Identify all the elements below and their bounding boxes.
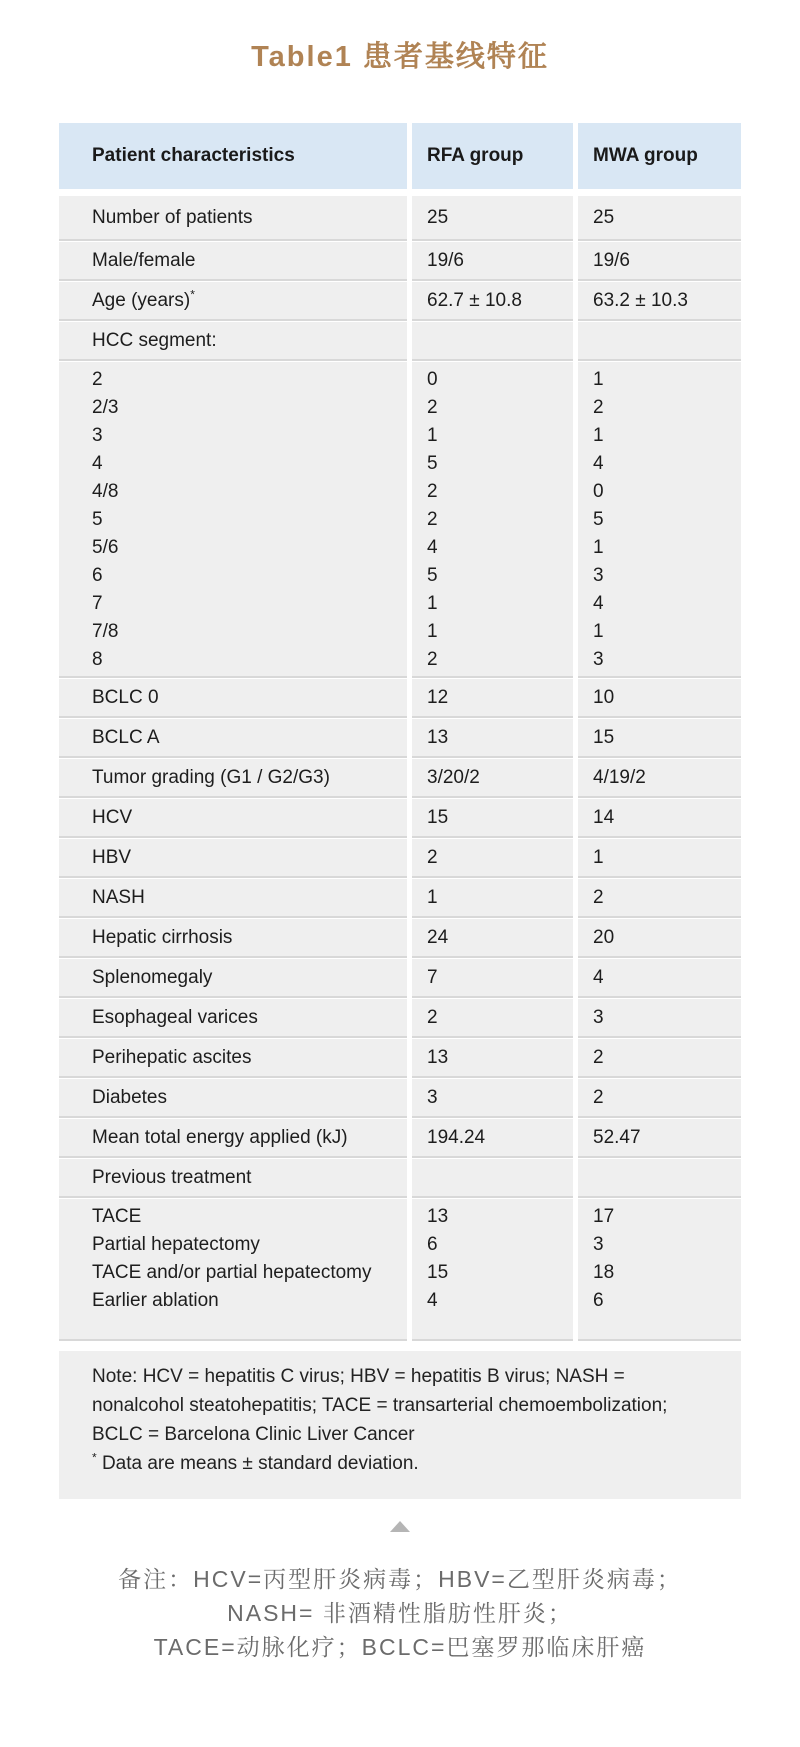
row-label-text: Diabetes: [92, 1086, 167, 1108]
row-label-text: NASH: [92, 886, 145, 908]
mwa-value: [578, 1199, 741, 1341]
table-row: [59, 282, 741, 321]
mwa-value-line: 5: [593, 509, 604, 530]
rfa-value-text: 19/6: [427, 249, 464, 271]
table-row: [59, 839, 741, 878]
rfa-value: [412, 362, 573, 678]
rfa-value-text: 7: [427, 966, 438, 988]
mwa-value-line: 6: [593, 1290, 604, 1311]
rfa-value: [412, 196, 573, 241]
rfa-value: [412, 799, 573, 838]
mwa-value-text: 1: [593, 846, 604, 868]
mwa-value-text: 3: [593, 1006, 604, 1028]
row-label-text: Tumor grading (G1 / G2/G3): [92, 766, 330, 788]
row-label: [59, 1159, 407, 1198]
row-label-line: TACE and/or partial hepatectomy: [92, 1262, 372, 1283]
rfa-value-text: 12: [427, 686, 449, 708]
rfa-value-text: 62.7 ± 10.8: [427, 289, 522, 311]
mwa-value-text: 15: [593, 726, 615, 748]
rfa-value-text: 25: [427, 206, 449, 228]
row-label: [59, 879, 407, 918]
rfa-value-line: 2: [427, 481, 438, 502]
mwa-value-line: 1: [593, 369, 604, 390]
rfa-value-line: 4: [427, 537, 438, 558]
row-label: [59, 959, 407, 998]
rfa-value: [412, 959, 573, 998]
row-label-line: 7: [92, 593, 103, 614]
table-row: [59, 1199, 741, 1341]
row-label-text: HBV: [92, 846, 132, 868]
rfa-value-text: 13: [427, 1046, 449, 1068]
rfa-value: [412, 282, 573, 321]
mwa-value-text: 4/19/2: [593, 766, 646, 788]
row-label: [59, 919, 407, 958]
rfa-value: [412, 1199, 573, 1341]
mwa-value: [578, 919, 741, 958]
row-label: [59, 1199, 407, 1341]
row-label-line: 2: [92, 369, 103, 390]
mwa-value-text: 20: [593, 926, 615, 948]
header-mwa-group: MWA group: [578, 123, 741, 189]
mwa-value-text: 2: [593, 1046, 604, 1068]
mwa-value: [578, 759, 741, 798]
row-label-line: 6: [92, 565, 103, 586]
mwa-value-line: 2: [593, 397, 604, 418]
row-label-text: Perihepatic ascites: [92, 1046, 252, 1068]
row-label-text: Previous treatment: [92, 1166, 252, 1188]
note-line-2: * Data are means ± standard deviation.: [92, 1450, 419, 1474]
rfa-value-text: 3/20/2: [427, 766, 480, 788]
table-row: [59, 959, 741, 998]
mwa-value: [578, 322, 741, 361]
baseline-characteristics-table: [59, 123, 741, 1499]
collapse-triangle-icon[interactable]: [390, 1521, 410, 1532]
row-label-text: HCV: [92, 806, 133, 828]
row-label-line: 5/6: [92, 537, 119, 558]
rfa-value-line: 2: [427, 649, 438, 670]
rfa-value: [412, 839, 573, 878]
mwa-value: [578, 959, 741, 998]
mwa-value-line: 0: [593, 481, 604, 502]
table-row: [59, 879, 741, 918]
row-label: [59, 999, 407, 1038]
table-body: [59, 196, 741, 1341]
rfa-value-line: 1: [427, 621, 438, 642]
row-label-line: Earlier ablation: [92, 1290, 219, 1311]
mwa-value-line: 17: [593, 1206, 615, 1227]
table-row: [59, 1039, 741, 1078]
rfa-value: [412, 999, 573, 1038]
row-label-line: 5: [92, 509, 103, 530]
rfa-value: [412, 719, 573, 758]
rfa-value: [412, 1159, 573, 1198]
rfa-value-line: 15: [427, 1262, 449, 1283]
mwa-value: [578, 196, 741, 241]
row-label: [59, 679, 407, 718]
row-label: [59, 196, 407, 241]
row-label: [59, 1079, 407, 1118]
mwa-value: [578, 719, 741, 758]
row-label-line: 7/8: [92, 621, 119, 642]
row-label-line: 4/8: [92, 481, 119, 502]
row-label: [59, 242, 407, 281]
rfa-value-line: 6: [427, 1234, 438, 1255]
table-row: [59, 362, 741, 678]
footer-line-3: TACE=动脉化疗；BCLC=巴塞罗那临床肝癌: [153, 1634, 647, 1660]
rfa-value: [412, 679, 573, 718]
table-row: [59, 679, 741, 718]
mwa-value-text: 4: [593, 966, 604, 988]
mwa-value-line: 3: [593, 565, 604, 586]
table-row: [59, 1079, 741, 1118]
rfa-value-text: 24: [427, 926, 449, 948]
mwa-value: [578, 879, 741, 918]
mwa-value-text: 52.47: [593, 1126, 641, 1148]
rfa-value: [412, 1039, 573, 1078]
row-label-text: Hepatic cirrhosis: [92, 926, 233, 948]
mwa-value: [578, 242, 741, 281]
footer-line-2: NASH= 非酒精性脂肪性肝炎；: [227, 1600, 573, 1626]
rfa-value-text: 13: [427, 726, 449, 748]
rfa-value-line: 5: [427, 565, 438, 586]
rfa-value-line: 4: [427, 1290, 438, 1311]
row-label-line: TACE: [92, 1206, 142, 1227]
row-label-text: Number of patients: [92, 206, 253, 228]
mwa-value-text: 63.2 ± 10.3: [593, 289, 688, 311]
rfa-value: [412, 919, 573, 958]
mwa-value-line: 18: [593, 1262, 615, 1283]
rfa-value-line: 2: [427, 397, 438, 418]
header-rfa-group: RFA group: [412, 123, 573, 189]
mwa-value-text: 10: [593, 686, 615, 708]
table-row: [59, 799, 741, 838]
table-row: [59, 322, 741, 361]
row-label: [59, 1119, 407, 1158]
rfa-value-text: 1: [427, 886, 438, 908]
rfa-value: [412, 1119, 573, 1158]
rfa-value-line: 13: [427, 1206, 449, 1227]
mwa-value-line: 1: [593, 425, 604, 446]
row-label-line: Partial hepatectomy: [92, 1234, 260, 1255]
rfa-value: [412, 1079, 573, 1118]
rfa-value-line: 0: [427, 369, 438, 390]
row-label-line: 2/3: [92, 397, 119, 418]
table-row: [59, 1159, 741, 1198]
page-title: Table1 患者基线特征: [251, 41, 549, 73]
mwa-value-line: 3: [593, 649, 604, 670]
table-note: [59, 1351, 741, 1499]
rfa-value-line: 5: [427, 453, 438, 474]
table-row: [59, 999, 741, 1038]
mwa-value-text: 19/6: [593, 249, 630, 271]
row-label-text: Esophageal varices: [92, 1006, 258, 1028]
rfa-value-text: 15: [427, 806, 449, 828]
rfa-value-line: 1: [427, 593, 438, 614]
rfa-value-text: 2: [427, 1006, 438, 1028]
rfa-value: [412, 322, 573, 361]
row-label-text: Mean total energy applied (kJ): [92, 1126, 348, 1148]
mwa-value-line: 1: [593, 537, 604, 558]
rfa-value-line: 1: [427, 425, 438, 446]
row-label-line: 4: [92, 453, 103, 474]
mwa-value-line: 3: [593, 1234, 604, 1255]
table-row: [59, 759, 741, 798]
mwa-value: [578, 679, 741, 718]
mwa-value-text: 2: [593, 1086, 604, 1108]
row-label: [59, 759, 407, 798]
mwa-value: [578, 1039, 741, 1078]
row-label-text: BCLC A: [92, 726, 160, 748]
row-label: [59, 839, 407, 878]
rfa-value: [412, 242, 573, 281]
mwa-value: [578, 839, 741, 878]
mwa-value: [578, 1159, 741, 1198]
row-label: [59, 719, 407, 758]
mwa-value: [578, 362, 741, 678]
mwa-value-text: 2: [593, 886, 604, 908]
row-label-text: BCLC 0: [92, 686, 159, 708]
mwa-value: [578, 1079, 741, 1118]
mwa-value-text: 25: [593, 206, 615, 228]
row-label: [59, 1039, 407, 1078]
table-row: [59, 196, 741, 241]
row-label-text: HCC segment:: [92, 329, 217, 351]
row-label-text: Male/female: [92, 249, 196, 271]
row-label-text: Splenomegaly: [92, 966, 213, 988]
rfa-value: [412, 879, 573, 918]
row-label-line: 3: [92, 425, 103, 446]
table-row: [59, 719, 741, 758]
mwa-value-line: 4: [593, 593, 604, 614]
mwa-value: [578, 1119, 741, 1158]
table-header-row: [59, 123, 741, 189]
mwa-value-line: 4: [593, 453, 604, 474]
header-patient-characteristics: Patient characteristics: [59, 123, 407, 189]
mwa-value: [578, 999, 741, 1038]
row-label: [59, 362, 407, 678]
table-row: [59, 1119, 741, 1158]
row-label: [59, 799, 407, 838]
row-label: [59, 282, 407, 321]
rfa-value-text: 2: [427, 846, 438, 868]
table-row: [59, 919, 741, 958]
mwa-value-text: 14: [593, 806, 615, 828]
rfa-value-text: 194.24: [427, 1126, 486, 1148]
rfa-value: [412, 759, 573, 798]
note-line-1: Note: HCV = hepatitis C virus; HBV = hepatitis B virus; NASH = nonalcohol steatohepatitis; TACE = transarterial chemoembolization; BCLC = Barcelona Clinic Liver Cancer: [92, 1366, 668, 1445]
footer-line-1: 备注：HCV=丙型肝炎病毒；HBV=乙型肝炎病毒；: [118, 1566, 682, 1592]
rfa-value-line: 2: [427, 509, 438, 530]
rfa-value-text: 3: [427, 1086, 438, 1108]
row-label-text: Age (years)*: [92, 287, 195, 311]
mwa-value-line: 1: [593, 621, 604, 642]
row-label: [59, 322, 407, 361]
footer-note: [0, 1562, 800, 1664]
mwa-value: [578, 282, 741, 321]
mwa-value: [578, 799, 741, 838]
row-label-line: 8: [92, 649, 103, 670]
table-row: [59, 242, 741, 281]
